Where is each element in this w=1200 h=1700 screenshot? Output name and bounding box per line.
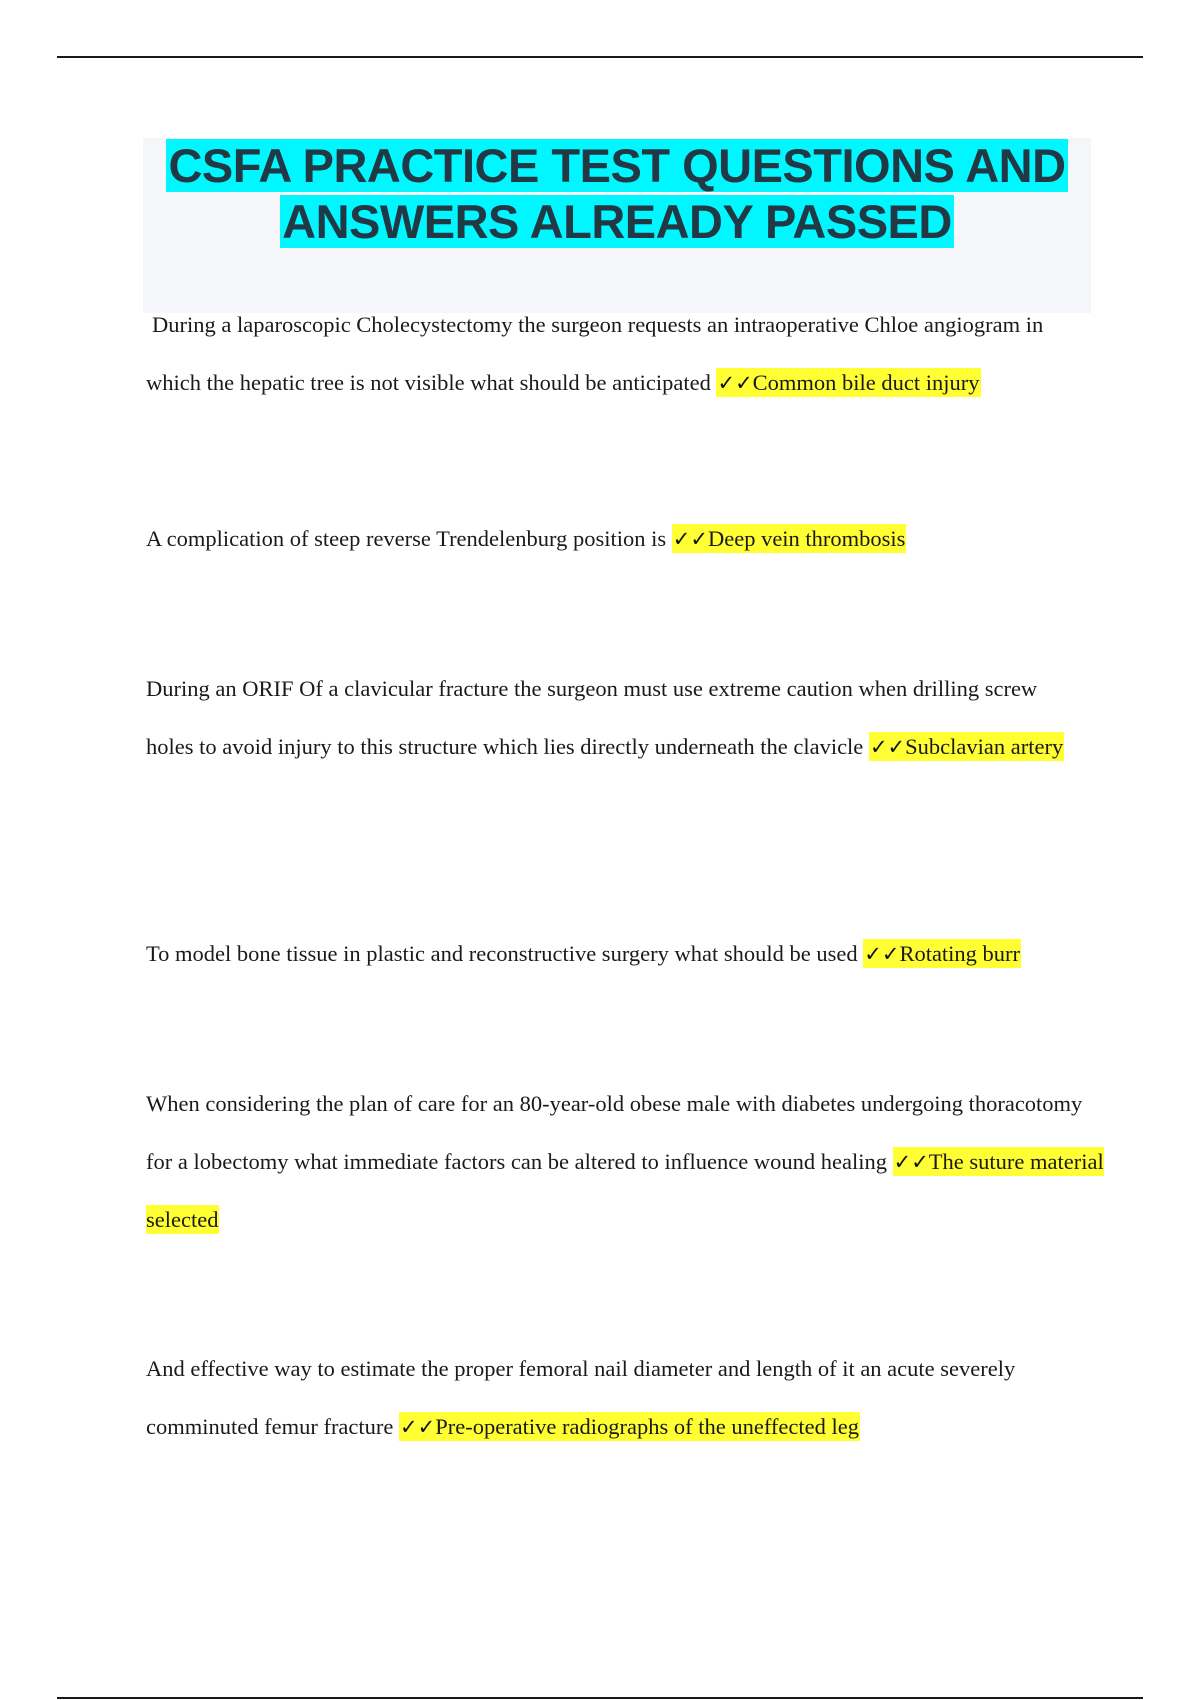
answer-highlight [399,1412,860,1441]
question-text: During a laparoscopic Cholecystectomy the surgeon requests an intraoperative Chloe angiogram in which the hepatic tree is not visible what should be anticipated [146,312,1044,395]
answer-highlight [869,732,1064,761]
answer-highlight [716,368,980,397]
page-title-line-1: CSFA PRACTICE TEST QUESTIONS AND [168,139,1066,192]
page-title-line-2: ANSWERS ALREADY PASSED [282,195,952,248]
qa-item-4 [146,925,1146,983]
answer-text: Common bile duct injury [752,370,980,395]
question-text: And effective way to estimate the proper femoral nail diameter and length of it an acute severely comminuted femur fracture [146,1356,1016,1439]
answer-text: Pre-operative radiographs of the uneffected leg [435,1414,859,1439]
question-text: To model bone tissue in plastic and reconstructive surgery what should be used [146,941,858,966]
header-rule [57,56,1143,58]
qa-item-5 [146,1075,1106,1249]
answer-text: Rotating burr [899,941,1021,966]
qa-item-3 [146,660,1076,776]
answer-text: The suture material selected [146,1149,1104,1232]
double-check-icon: ✓✓ [400,1415,436,1439]
title-block [143,138,1091,313]
double-check-icon: ✓✓ [672,527,708,551]
question-text: During an ORIF Of a clavicular fracture the surgeon must use extreme caution when drilling screw holes to avoid injury to this structure which lies directly underneath the clavicle [146,676,1038,759]
question-text: When considering the plan of care for an 80-year-old obese male with diabetes undergoing thoracotomy for a lobectomy what immediate factors can be altered to influence wound healing [146,1091,1083,1174]
answer-highlight [863,939,1021,968]
double-check-icon: ✓✓ [864,942,900,966]
double-check-icon: ✓✓ [893,1150,929,1174]
question-text: A complication of steep reverse Trendelenburg position is [146,526,667,551]
answer-text: Subclavian artery [905,734,1064,759]
double-check-icon: ✓✓ [869,735,906,759]
answer-text: Deep vein thrombosis [707,526,906,551]
double-check-icon: ✓✓ [717,371,753,395]
qa-item-6 [146,1340,1101,1456]
footer-rule [57,1697,1143,1699]
qa-item-2 [146,510,1096,568]
qa-item-1 [146,296,1096,412]
answer-highlight [672,524,907,553]
